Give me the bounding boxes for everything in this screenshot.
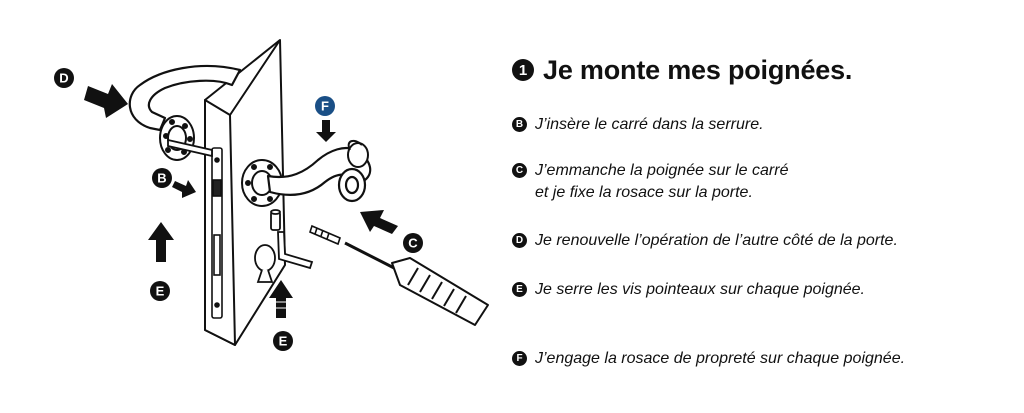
svg-text:E: E	[155, 283, 165, 299]
step-b-badge: B	[512, 117, 527, 132]
step-e	[512, 279, 865, 301]
step-c	[512, 160, 788, 204]
cover-rosette	[348, 141, 368, 167]
lock-faceplate	[212, 148, 222, 318]
arrow-b	[172, 180, 196, 198]
step-d-badge: D	[512, 233, 527, 248]
step-f	[512, 348, 905, 370]
step-e-text: Je serre les vis pointeaux sur chaque poignée.	[535, 281, 865, 298]
svg-text:B: B	[157, 170, 167, 186]
heading-number-badge: 1	[512, 59, 534, 81]
step-f-badge: F	[512, 351, 527, 366]
marker-d	[54, 68, 74, 88]
step-d-text: Je renouvelle l’opération de l’autre côté de la porte.	[535, 232, 898, 249]
screwdriver	[345, 243, 488, 325]
marker-c	[403, 233, 423, 253]
marker-e-bottom	[273, 331, 293, 351]
set-screw	[271, 210, 280, 230]
svg-text:D: D	[59, 70, 69, 86]
marker-f	[315, 96, 335, 116]
fixing-screw	[310, 226, 340, 244]
door-handle-illustration	[0, 0, 500, 408]
section-heading	[512, 52, 1017, 88]
back-rosette	[160, 116, 194, 160]
arrow-c	[360, 210, 398, 234]
step-b-text: J’insère le carré dans la serrure.	[535, 116, 764, 133]
svg-text:C: C	[408, 235, 418, 251]
instructions-panel	[512, 52, 1017, 367]
svg-text:E: E	[278, 333, 288, 349]
step-d	[512, 230, 898, 252]
illustration-drawing	[0, 0, 500, 408]
heading-title: Je monte mes poignées.	[543, 54, 853, 85]
step-c-badge: C	[512, 163, 527, 178]
step-e-badge: E	[512, 282, 527, 297]
step-f-text: J’engage la rosace de propreté sur chaque poignée.	[535, 350, 906, 367]
step-c-text: J’emmanche la poignée sur le carré et je fixe la rosace sur la porte.	[535, 162, 789, 201]
arrow-d	[84, 84, 128, 118]
arrow-e-left	[148, 222, 174, 262]
svg-text:F: F	[321, 98, 329, 114]
marker-e-left	[150, 281, 170, 301]
step-b	[512, 114, 764, 136]
marker-b	[152, 168, 172, 188]
arrow-f	[316, 120, 336, 142]
